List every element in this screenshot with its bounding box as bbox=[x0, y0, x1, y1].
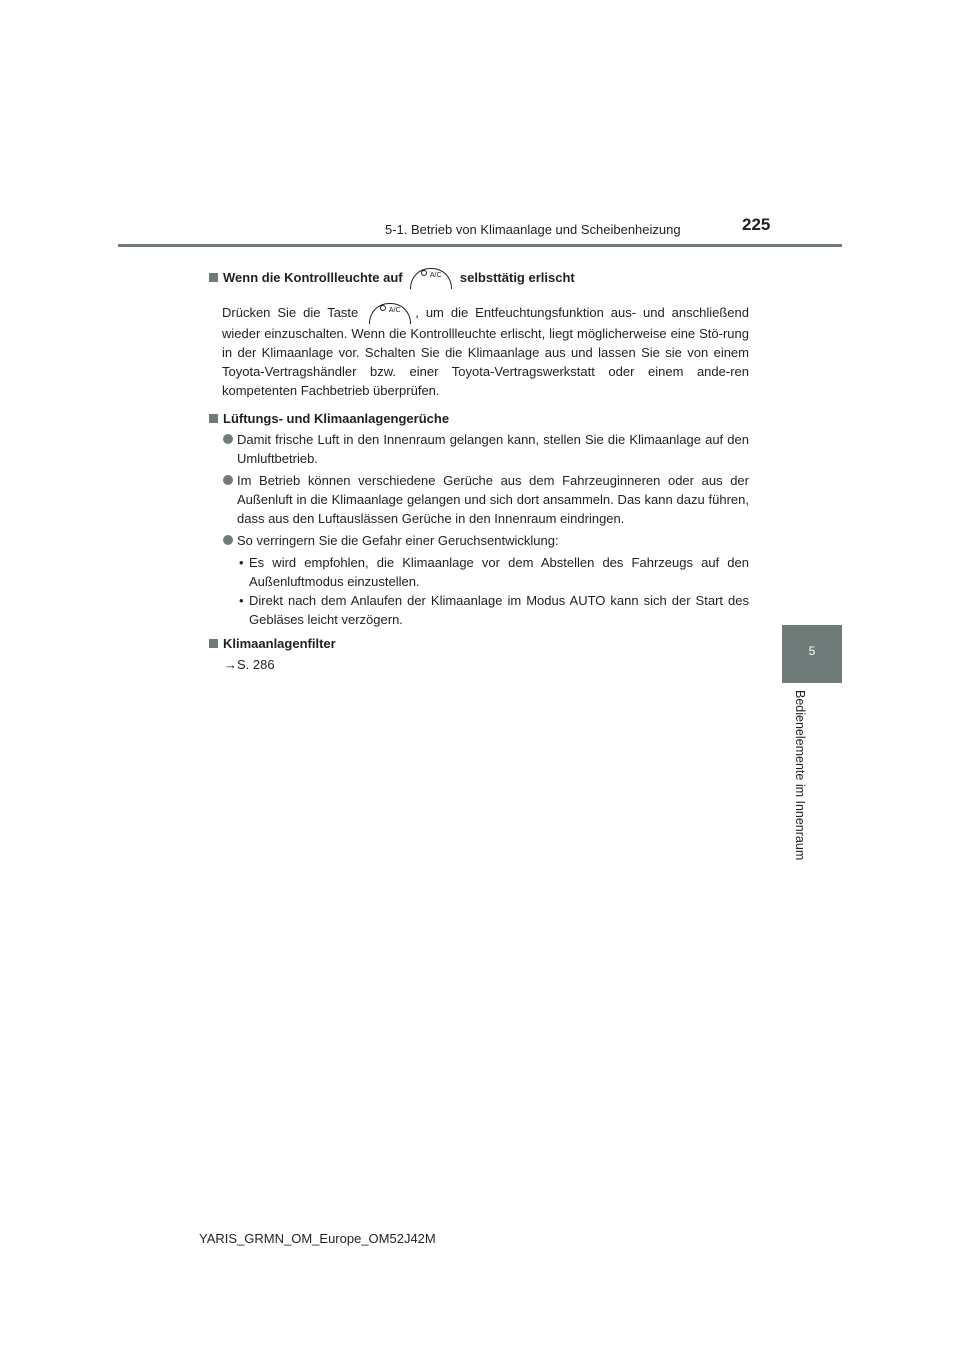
heading-text-after: selbsttätig erlischt bbox=[459, 270, 575, 285]
square-bullet-icon bbox=[209, 273, 218, 282]
header-rule bbox=[118, 244, 842, 247]
list-item bbox=[209, 471, 749, 528]
chapter-label: Bedienelemente im Innenraum bbox=[793, 690, 807, 861]
circle-bullet-icon bbox=[223, 434, 233, 444]
paragraph-ac-light bbox=[209, 303, 749, 400]
page-reference-link[interactable]: →S. 286 bbox=[224, 657, 275, 673]
chapter-number: 5 bbox=[808, 644, 816, 658]
sub-list-item bbox=[209, 591, 749, 629]
heading-text: Klimaanlagenfilter bbox=[223, 636, 336, 652]
sub-list-item-text: Direkt nach dem Anlaufen der Klimaanlage im Modus AUTO kann sich der Start des Gebläses leicht verzögern. bbox=[249, 593, 749, 628]
list-item-text: Im Betrieb können verschiedene Gerüche aus dem Fahrzeuginneren oder aus der Außenluft in die Klimaanlage gelangen und sich dort ansammeln. Das kann dazu führen, dass aus den Luftauslässen Gerüche in den Innenraum eindringen. bbox=[237, 473, 749, 527]
document-id: YARIS_GRMN_OM_Europe_OM52J42M bbox=[199, 1231, 436, 1246]
heading-text-before: Wenn die Kontrollleuchte auf bbox=[223, 270, 403, 285]
sub-bullet-marker: • bbox=[239, 593, 244, 609]
sub-bullet-marker: • bbox=[239, 555, 244, 571]
sub-list-item bbox=[209, 553, 749, 591]
section-heading-ac-light bbox=[209, 268, 749, 289]
list-item bbox=[209, 531, 749, 550]
ac-button-icon bbox=[369, 303, 411, 324]
square-bullet-icon bbox=[209, 414, 218, 423]
section-heading-odors bbox=[209, 409, 749, 428]
paragraph-text-after: , um die Entfeuchtungsfunktion aus- und anschließend wieder einzuschalten. Wenn die Kontrollleuchte erlischt, liegt möglicherweise eine Stö-rung in der Klimaanlage vor. Schalten Sie die Klimaanlage aus und lassen Sie sie von einem Toyota-Vertragshändler bzw. einer Toyota-Vertragswerkstatt oder einem ande-ren kompetenten Fachbetrieb überprüfen. bbox=[222, 305, 749, 399]
circle-bullet-icon bbox=[223, 535, 233, 545]
paragraph-text-before: Drücken Sie die Taste bbox=[222, 305, 359, 321]
list-item bbox=[209, 430, 749, 468]
ac-button-label: A/C bbox=[388, 307, 401, 315]
sub-list-item-text: Es wird empfohlen, die Klimaanlage vor dem Abstellen des Fahrzeugs auf den Außenluftmodus einzustellen. bbox=[249, 555, 749, 590]
section-heading-filter bbox=[209, 634, 749, 653]
circle-bullet-icon bbox=[223, 475, 233, 485]
section-title: 5-1. Betrieb von Klimaanlage und Scheibenheizung bbox=[385, 222, 681, 237]
square-bullet-icon bbox=[209, 639, 218, 648]
list-item-text: Damit frische Luft in den Innenraum gelangen kann, stellen Sie die Klimaanlage auf den Umluftbetrieb. bbox=[237, 432, 749, 467]
chapter-tab bbox=[782, 625, 842, 683]
list-item-text: So verringern Sie die Gefahr einer Geruchsentwicklung: bbox=[237, 533, 559, 549]
ac-button-icon bbox=[410, 268, 452, 289]
heading-text: Lüftungs- und Klimaanlagengerüche bbox=[223, 411, 450, 427]
main-content bbox=[209, 268, 749, 674]
ac-button-label: A/C bbox=[429, 272, 442, 280]
page-number: 225 bbox=[742, 215, 771, 234]
